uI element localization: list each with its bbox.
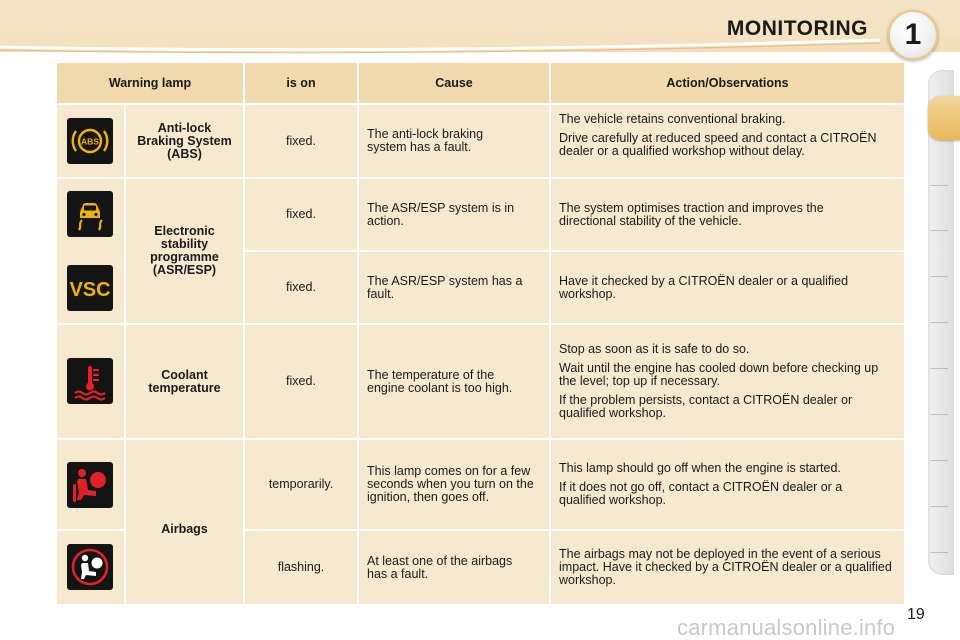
vsc-icon-text: VSC — [69, 279, 111, 301]
lamp-name-esp: Electronic stability programme (ASR/ESP) — [126, 179, 243, 323]
action-coolant: Stop as soon as it is safe to do so. Wait until the engine has cooled down before checking up the level; top up if necessary. If the problem persists, contact a CITROËN dealer or qualified workshop. — [551, 325, 904, 438]
watermark: carmanualsonline.info — [677, 615, 896, 640]
airbag-fault-icon — [67, 544, 113, 590]
action-esp-1: The system optimises traction and improves the directional stability of the vehicle. — [551, 179, 904, 250]
column-header-warning-lamp: Warning lamp — [57, 63, 243, 103]
chapter-number-badge — [888, 10, 938, 60]
is-on-esp-1: fixed. — [245, 179, 357, 250]
cause-esp-2: The ASR/ESP system has a fault. — [359, 252, 549, 323]
chapter-tab-divider — [930, 276, 948, 277]
lamp-cell-coolant — [57, 325, 124, 438]
chapter-title: MONITORING — [726, 17, 868, 40]
column-header-action: Action/Observations — [551, 63, 904, 103]
lamp-name-coolant: Coolant temperature — [126, 325, 243, 438]
column-header-is-on: is on — [245, 63, 357, 103]
column-header-cause: Cause — [359, 63, 549, 103]
lamp-name-abs: Anti-lock Braking System (ABS) — [126, 105, 243, 177]
chapter-tab-divider — [930, 506, 948, 507]
abs-icon-text: ABS — [81, 136, 99, 147]
lamp-name-airbags: Airbags — [126, 440, 243, 604]
lamp-cell-abs — [57, 105, 124, 177]
page-number: 19 — [907, 606, 925, 623]
is-on-abs: fixed. — [245, 105, 357, 177]
chapter-tab-active[interactable] — [928, 96, 960, 140]
cause-esp-1: The ASR/ESP system is in action. — [359, 179, 549, 250]
chapter-tab-divider — [930, 185, 948, 186]
chapter-tab-divider — [930, 368, 948, 369]
chapter-tab-divider — [930, 414, 948, 415]
cause-abs: The anti-lock braking system has a fault. — [359, 105, 549, 177]
chapter-tab-divider — [930, 230, 948, 231]
cause-coolant: The temperature of the engine coolant is too high. — [359, 325, 549, 438]
action-abs: The vehicle retains conventional braking. Drive carefully at reduced speed and contact a CITROËN dealer or a qualified workshop without delay. — [551, 105, 904, 177]
action-airbag-2: The airbags may not be deployed in the event of a serious impact. Have it checked by a CITROËN dealer or a qualified workshop. — [551, 531, 904, 604]
abs-warning-icon — [67, 118, 113, 164]
skidding-car-icon — [67, 191, 113, 237]
is-on-esp-2: fixed. — [245, 252, 357, 323]
action-airbag-1: This lamp should go off when the engine is started. If it does not go off, contact a CITROËN dealer or a qualified workshop. — [551, 440, 904, 529]
lamp-cell-esp — [57, 179, 124, 323]
chapter-tab-divider — [930, 460, 948, 461]
airbag-icon — [67, 462, 113, 508]
chapter-tab-divider — [930, 322, 948, 323]
chapter-number: 1 — [904, 18, 922, 51]
vsc-warning-icon — [67, 265, 113, 311]
is-on-airbag-1: temporarily. — [245, 440, 357, 529]
cause-airbag-2: At least one of the airbags has a fault. — [359, 531, 549, 604]
lamp-cell-airbag-2 — [57, 531, 124, 604]
coolant-temperature-icon — [67, 358, 113, 404]
cause-airbag-1: This lamp comes on for a few seconds when you turn on the ignition, then goes off. — [359, 440, 549, 529]
chapter-tab-divider — [930, 552, 948, 553]
action-esp-2: Have it checked by a CITROËN dealer or a qualified workshop. — [551, 252, 904, 323]
warning-lamps-table — [57, 63, 904, 604]
is-on-airbag-2: flashing. — [245, 531, 357, 604]
lamp-cell-airbag-1 — [57, 440, 124, 529]
is-on-coolant: fixed. — [245, 325, 357, 438]
